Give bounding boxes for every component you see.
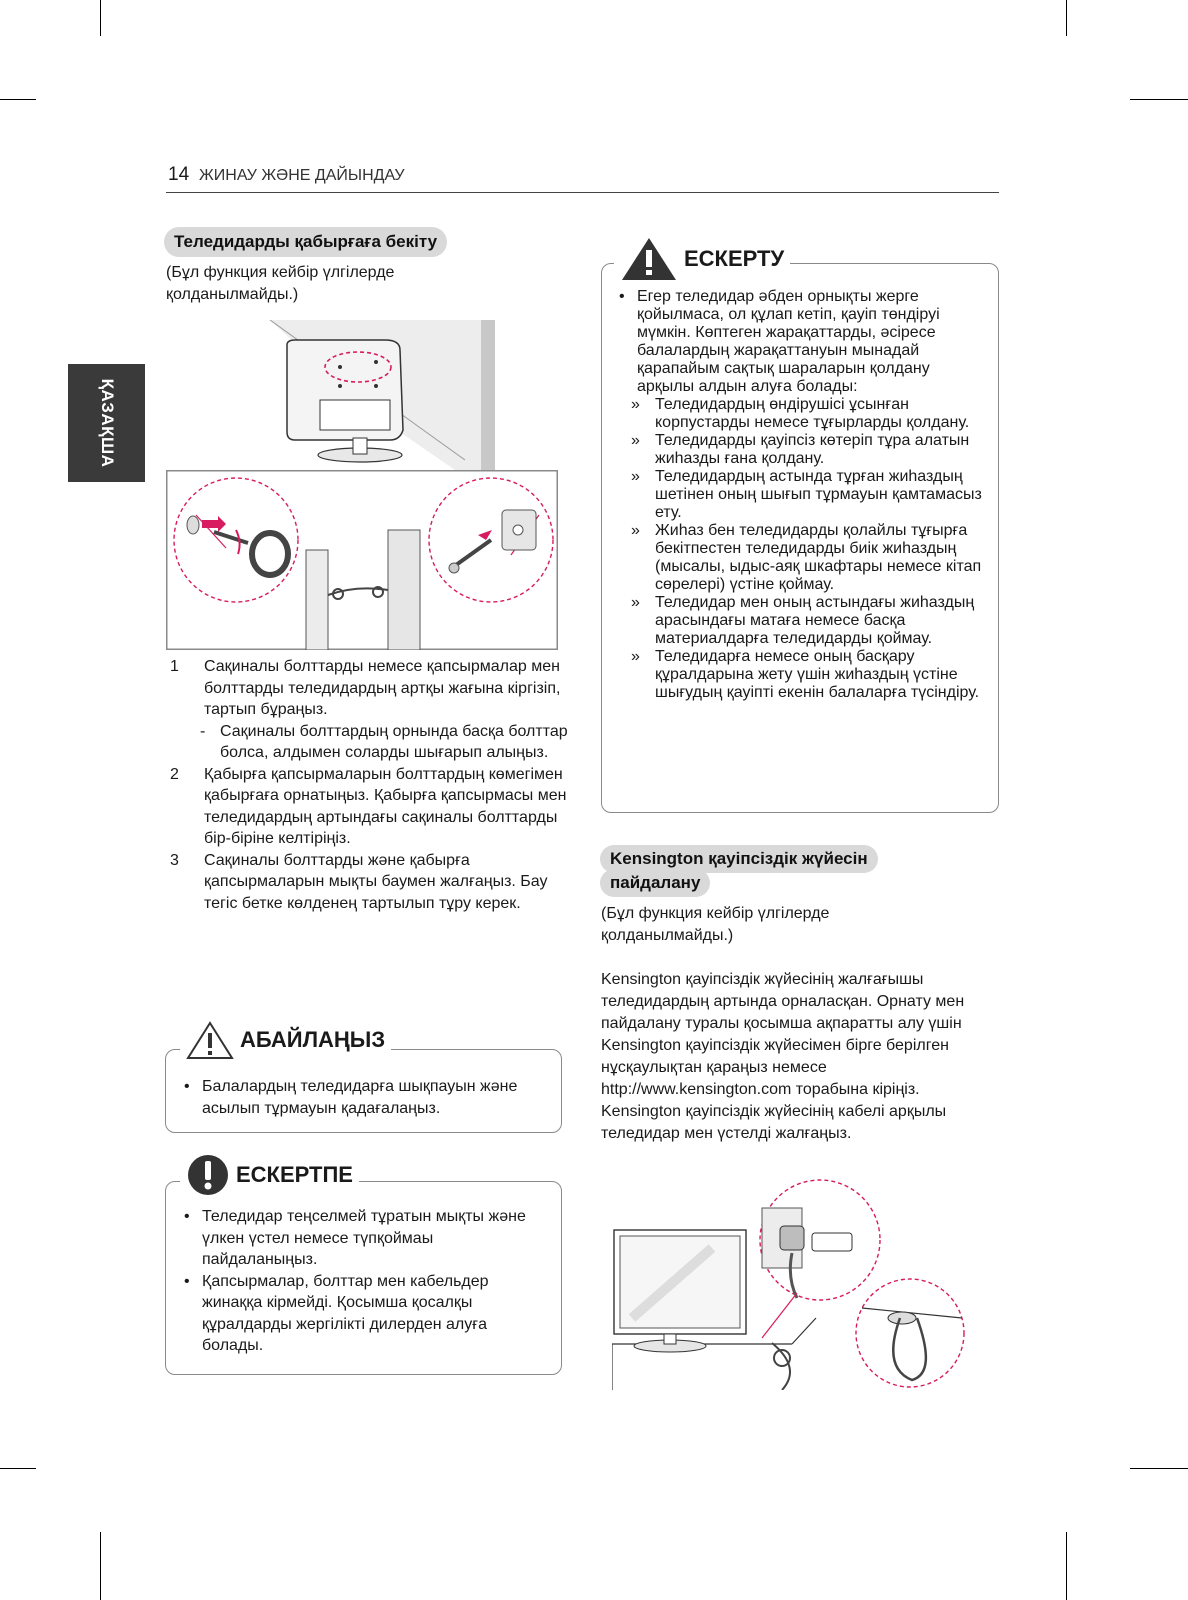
- crop-mark: [1130, 99, 1188, 100]
- note-title-wrap: [180, 1153, 359, 1197]
- note-item: • Қапсырмалар, болттар мен кабельдер жинаққа кірмейді. Қосымша қосалқы құралдарды жергілікті дилерден алуға болады.: [182, 1271, 542, 1357]
- caution-box: [165, 1049, 562, 1133]
- warning-item: » Жиһаз бен теледидарды қолайлы тұғырға бекітпестен теледидарды биік жиһаздың (мысалы, ыдыс-аяқ шкафтары немесе кітап сөрелері) үстіне қоймау.: [617, 522, 987, 594]
- note-list: [182, 1206, 542, 1357]
- header-rule: [166, 192, 999, 193]
- language-tab: [68, 364, 145, 482]
- language-tab-label: ҚАЗАҚША: [97, 378, 117, 468]
- warning-intro: • Егер теледидар әбден орнықты жерге қойылмаса, ол құлап кетіп, қауіп төндіруі мүмкін. Көптеген жарақаттарды, әсіресе балалардың жарақаттануын мынадай қарапайым сақтық шараларын қолдану арқылы алдын алуға болады:: [617, 288, 987, 396]
- warning-item: » Теледидардың астында тұрған жиһаздың шетінен оның шығып тұрмауын қамтамасыз ету.: [617, 468, 987, 522]
- note-title: ЕСКЕРТПЕ: [236, 1162, 353, 1187]
- step-number: 1: [170, 658, 179, 675]
- step-number: 2: [170, 765, 179, 783]
- step-item: [170, 764, 570, 850]
- step-item: [170, 850, 570, 915]
- step-item: [170, 656, 570, 721]
- exclamation-circle-icon: [186, 1153, 230, 1197]
- warning-item: » Теледидарға немесе оның басқару құралдарына жету үшін жиһаздың үстіне шығудың қауіпті екенін балаларға түсіндіру.: [617, 648, 987, 702]
- step-substep: - Сақиналы болттардың орнында басқа болттар болса, алдымен соларды шығарып алыңыз.: [200, 722, 568, 761]
- eye-bolt-bracket-illustration: [166, 470, 558, 650]
- note-box: [165, 1181, 562, 1375]
- warning-title: ЕСКЕРТУ: [684, 246, 785, 271]
- crop-mark: [0, 1468, 36, 1469]
- warning-triangle-icon: [186, 1020, 234, 1060]
- crop-mark: [1130, 1468, 1188, 1469]
- page-number: 14: [168, 164, 190, 185]
- crop-mark: [100, 1532, 101, 1600]
- wall-mount-steps: [170, 656, 570, 914]
- warning-item: » Теледидардың өндірушісі ұсынған корпустарды немесе тұғырларды қолдану.: [617, 396, 987, 432]
- warning-triangle-filled-icon: [620, 236, 678, 282]
- crop-mark: [1066, 1532, 1067, 1600]
- step-number: 3: [170, 851, 179, 869]
- crop-mark: [0, 99, 36, 100]
- kensington-heading: [600, 845, 930, 897]
- kensington-lock-illustration: [612, 1168, 998, 1390]
- step-text: Сақиналы болттарды және қабырға қапсырмаларын мықты баумен жалғаңыз. Бау тегіс бетке көлденең тартылып тұру керек.: [204, 851, 548, 912]
- step-text: Сақиналы болттарды немесе қапсырмалар мен болттарды теледидардың артқы жағына кіргізіп, тартып бұраңыз.: [204, 658, 561, 718]
- note-item: • Теледидар теңселмей тұратын мықты және үлкен үстел немесе түпқоймаы пайдаланыңыз.: [182, 1206, 542, 1271]
- section-title: ЖИНАУ ЖӘНЕ ДАЙЫНДАУ: [199, 167, 405, 184]
- warning-title-wrap: [614, 236, 790, 282]
- wall-mount-heading: Теледидарды қабырғаға бекіту: [164, 227, 447, 257]
- caution-title: АБАЙЛАҢЫЗ: [240, 1027, 386, 1052]
- warning-item: » Теледидар мен оның астындағы жиһаздың арасындағы матаға немесе басқа материалдарға теледидарды қоймау.: [617, 594, 987, 648]
- crop-mark: [1066, 0, 1067, 36]
- caution-item: • Балалардың теледидарға шықпауын және асылып тұрмауын қадағалаңыз.: [182, 1076, 562, 1119]
- tv-back-illustration: [225, 320, 495, 470]
- substep-text: Сақиналы болттардың орнында басқа болттар болса, алдымен соларды шығарып алыңыз.: [220, 722, 568, 761]
- kensington-heading-line2: пайдалану: [600, 869, 710, 897]
- caution-title-wrap: [180, 1020, 391, 1060]
- warning-box: [601, 263, 999, 813]
- kensington-heading-line1: Kensington қауіпсіздік жүйесін: [600, 845, 878, 873]
- kensington-body: Kensington қауіпсіздік жүйесінің жалғағышы теледидардың артында орналасқан. Орнату мен пайдалану туралы қосымша ақпаратты алу үшін Kensington қауіпсіздік жүйесімен бірге берілген нұсқаулықтан қараңыз немесе http://www.kensington.com торабына кіріңіз. Kensington қауіпсіздік жүйесінің кабелі арқылы теледидар мен үстелді жалғаңыз.: [601, 971, 965, 1142]
- warning-item: » Теледидарды қауіпсіз көтеріп тұра алатын жиһазды ғана қолдану.: [617, 432, 987, 468]
- warning-content: [617, 288, 987, 702]
- crop-mark: [100, 0, 101, 36]
- step-text: Қабырға қапсырмаларын болттардың көмегімен қабырғаға орнатыңыз. Қабырға қапсырмасы мен теледидардың артындағы сақиналы болттарды бір-біріне келтіріңіз.: [204, 765, 567, 847]
- kensington-note: (Бұл функция кейбір үлгілерде қолданылмайды.): [601, 905, 830, 944]
- wall-mount-note: (Бұл функция кейбір үлгілерде қолданылмайды.): [166, 264, 395, 303]
